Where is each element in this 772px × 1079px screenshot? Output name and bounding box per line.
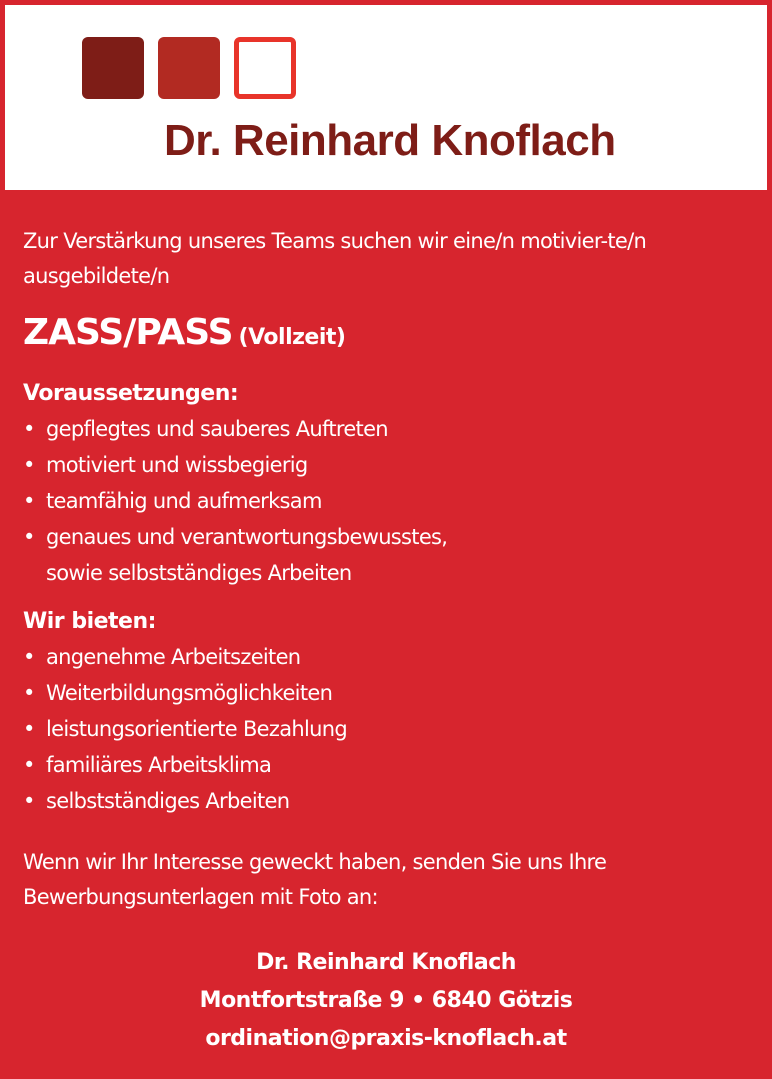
bullet-text: selbstständiges Arbeiten	[46, 789, 290, 813]
logo-square-dark	[82, 37, 144, 99]
bullet-icon: •	[23, 645, 35, 669]
logo-square-outline	[234, 37, 296, 99]
intro-text: Zur Verstärkung unseres Teams suchen wir eine/n motivier-te/n ausgebildete/n	[23, 229, 647, 288]
bullet-icon: •	[23, 717, 35, 741]
header-banner	[5, 5, 767, 190]
requirement-item	[23, 447, 751, 483]
bullet-icon: •	[23, 789, 35, 813]
job-ad-content	[23, 224, 751, 915]
bullet-icon: •	[23, 681, 35, 705]
offer-item	[23, 783, 751, 819]
bullet-icon: •	[23, 489, 35, 513]
requirement-item	[23, 519, 751, 591]
job-title: ZASS/PASS	[23, 312, 233, 353]
bullet-icon: •	[23, 525, 35, 549]
requirement-item	[23, 411, 751, 447]
job-subtitle: (Vollzeit)	[238, 325, 346, 350]
outro-text: Wenn wir Ihr Interesse geweckt haben, senden Sie uns Ihre Bewerbungsunterlagen mit Foto an:	[23, 850, 607, 909]
bullet-text: sowie selbstständiges Arbeiten	[46, 561, 352, 585]
bullet-text: motiviert und wissbegierig	[46, 453, 308, 477]
contact-address: Montfortstraße 9 • 6840 Götzis	[199, 988, 573, 1013]
contact-email[interactable]: ordination@praxis-knoflach.at	[205, 1026, 567, 1051]
bullet-icon: •	[23, 417, 35, 441]
bullet-icon: •	[23, 753, 35, 777]
bullet-text: angenehme Arbeitszeiten	[46, 645, 301, 669]
bullet-text: teamfähig und aufmerksam	[46, 489, 322, 513]
contact-block	[0, 944, 772, 1058]
offers-list	[23, 639, 751, 819]
requirements-list	[23, 411, 751, 591]
requirement-item	[23, 483, 751, 519]
job-title-line	[23, 308, 751, 363]
bullet-text: familiäres Arbeitsklima	[46, 753, 272, 777]
offer-item	[23, 675, 751, 711]
offer-item	[23, 711, 751, 747]
bullet-text: leistungsorientierte Bezahlung	[46, 717, 347, 741]
contact-name: Dr. Reinhard Knoflach	[256, 950, 516, 975]
bullet-icon: •	[23, 453, 35, 477]
bullet-text: Weiterbildungsmöglichkeiten	[46, 681, 333, 705]
bullet-text: gepflegtes und sauberes Auftreten	[46, 417, 388, 441]
bullet-text: genaues und verantwortungsbewusstes,	[46, 525, 448, 549]
logo-square-mid	[158, 37, 220, 99]
offers-title: Wir bieten:	[23, 609, 156, 634]
offer-item	[23, 639, 751, 675]
requirements-title: Voraussetzungen:	[23, 381, 239, 406]
brand-name: Dr. Reinhard Knoflach	[164, 116, 616, 165]
offer-item	[23, 747, 751, 783]
